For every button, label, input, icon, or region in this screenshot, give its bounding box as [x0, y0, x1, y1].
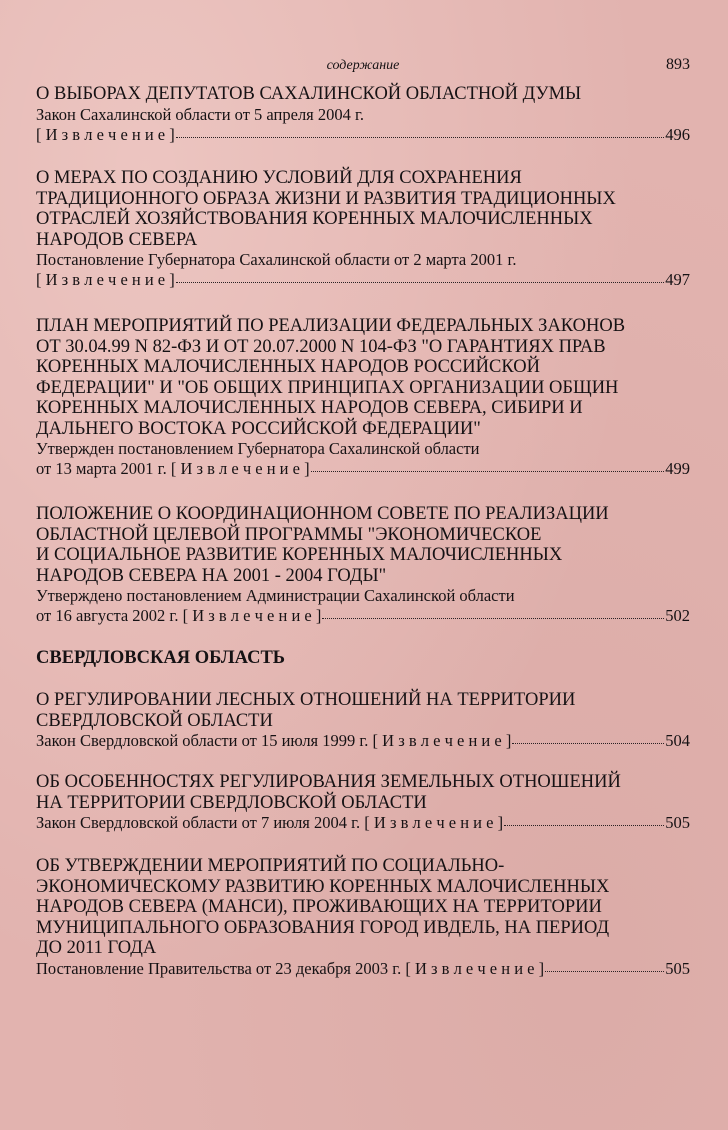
entry-title-line: О РЕГУЛИРОВАНИИ ЛЕСНЫХ ОТНОШЕНИЙ НА ТЕРРИТОРИИ	[36, 690, 576, 710]
entry-title-line: КОРЕННЫХ МАЛОЧИСЛЕННЫХ НАРОДОВ СЕВЕРА, СИБИРИ И	[36, 398, 583, 418]
entry-title-line: ОТ 30.04.99 N 82-ФЗ И ОТ 20.07.2000 N 104-ФЗ "О ГАРАНТИЯХ ПРАВ	[36, 336, 606, 357]
section-heading: СВЕРДЛОВСКАЯ ОБЛАСТЬ	[36, 648, 286, 668]
entry-page-number: 496	[665, 124, 690, 144]
entry-title-line: ПОЛОЖЕНИЕ О КООРДИНАЦИОННОМ СОВЕТЕ ПО РЕАЛИЗАЦИИ	[36, 504, 609, 524]
entry-page-number: 505	[665, 958, 690, 978]
entry-title-line: ДАЛЬНЕГО ВОСТОКА РОССИЙСКОЙ ФЕДЕРАЦИИ"	[36, 418, 481, 439]
entry-title-line: О МЕРАХ ПО СОЗДАНИЮ УСЛОВИЙ ДЛЯ СОХРАНЕНИЯ	[36, 168, 522, 188]
entry-title-line: НАРОДОВ СЕВЕРА (МАНСИ), ПРОЖИВАЮЩИХ НА ТЕРРИТОРИИ	[36, 897, 602, 917]
entry-leader-line	[36, 125, 690, 145]
entry-leader-line	[36, 606, 690, 626]
entry-title-line: О ВЫБОРАХ ДЕПУТАТОВ САХАЛИНСКОЙ ОБЛАСТНОЙ ДУМЫ	[36, 84, 582, 104]
entry-leader-line	[36, 459, 690, 479]
entry-title-line: ЭКОНОМИЧЕСКОМУ РАЗВИТИЮ КОРЕННЫХ МАЛОЧИСЛЕННЫХ	[36, 876, 610, 897]
entry-leader-text: [ И з в л е ч е н и е ]	[36, 270, 175, 289]
entry-leader-text: [ И з в л е ч е н и е ]	[36, 124, 175, 144]
entry-title-line: ОБЛАСТНОЙ ЦЕЛЕВОЙ ПРОГРАММЫ "ЭКОНОМИЧЕСКОЕ	[36, 524, 542, 545]
entry-title-line: ДО 2011 ГОДА	[36, 938, 157, 958]
entry-leader-text: от 16 августа 2002 г. [ И з в л е ч е н и е ]	[36, 606, 322, 625]
entry-page-number: 499	[665, 459, 690, 478]
entry-page-number: 497	[665, 270, 690, 289]
entry-title	[36, 856, 690, 959]
entry-leader-text: от 13 марта 2001 г. [ И з в л е ч е н и е ]	[36, 459, 310, 478]
entry-title-line: МУНИЦИПАЛЬНОГО ОБРАЗОВАНИЯ ГОРОД ИВДЕЛЬ, НА ПЕРИОД	[36, 917, 610, 938]
dot-leader	[545, 960, 664, 974]
page-number: 893	[666, 56, 690, 73]
toc-entry-3	[36, 316, 690, 479]
toc-entry-2	[36, 168, 690, 290]
dot-leader	[512, 732, 664, 746]
entry-title-line: СВЕРДЛОВСКОЙ ОБЛАСТИ	[36, 710, 273, 731]
running-title: содержание	[326, 58, 400, 73]
toc-entry-6	[36, 772, 690, 833]
entry-title	[36, 504, 690, 586]
entry-title	[36, 690, 690, 731]
entry-leader-text: Закон Свердловской области от 7 июля 2004 г. [ И з в л е ч е н и е ]	[36, 813, 504, 832]
toc-entry-5	[36, 690, 690, 751]
dot-leader	[504, 814, 664, 828]
entry-title-line: ОТРАСЛЕЙ ХОЗЯЙСТВОВАНИЯ КОРЕННЫХ МАЛОЧИСЛЕННЫХ	[36, 209, 593, 229]
entry-title-line: ТРАДИЦИОННОГО ОБРАЗА ЖИЗНИ И РАЗВИТИЯ ТРАДИЦИОННЫХ	[36, 188, 616, 209]
entry-title-line: НАРОДОВ СЕВЕРА НА 2001 - 2004 ГОДЫ"	[36, 565, 387, 586]
entry-title-line: ФЕДЕРАЦИИ" И "ОБ ОБЩИХ ПРИНЦИПАХ ОРГАНИЗАЦИИ ОБЩИН	[36, 377, 619, 398]
entry-page-number: 504	[665, 731, 690, 750]
entry-title-line: И СОЦИАЛЬНОЕ РАЗВИТИЕ КОРЕННЫХ МАЛОЧИСЛЕННЫХ	[36, 545, 563, 565]
entry-title-line: НА ТЕРРИТОРИИ СВЕРДЛОВСКОЙ ОБЛАСТИ	[36, 792, 427, 813]
entry-title-line: НАРОДОВ СЕВЕРА	[36, 229, 198, 250]
entry-title-line: ОБ ОСОБЕННОСТЯХ РЕГУЛИРОВАНИЯ ЗЕМЕЛЬНЫХ ОТНОШЕНИЙ	[36, 772, 621, 792]
entry-title	[36, 84, 690, 105]
entry-leader-line	[36, 813, 690, 833]
entry-title-line: ОБ УТВЕРЖДЕНИИ МЕРОПРИЯТИЙ ПО СОЦИАЛЬНО-	[36, 856, 505, 876]
toc-entry-7	[36, 856, 690, 979]
entry-title	[36, 316, 690, 439]
dot-leader	[176, 271, 664, 285]
running-head	[36, 56, 690, 78]
toc-entry-4	[36, 504, 690, 626]
entry-leader-line	[36, 270, 690, 290]
entry-description: Закон Сахалинской области от 5 апреля 2004 г.	[36, 104, 365, 124]
entry-description: Утверждено постановлением Администрации Сахалинской области	[36, 586, 515, 605]
entry-page-number: 502	[665, 606, 690, 625]
dot-leader	[322, 607, 664, 621]
entry-title	[36, 168, 690, 250]
toc-entry-1	[36, 84, 690, 145]
entry-leader-line	[36, 731, 690, 751]
entry-leader-text: Постановление Правительства от 23 декабря 2003 г. [ И з в л е ч е н и е ]	[36, 958, 545, 978]
entry-title	[36, 772, 690, 813]
entry-title-line: ПЛАН МЕРОПРИЯТИЙ ПО РЕАЛИЗАЦИИ ФЕДЕРАЛЬНЫХ ЗАКОНОВ	[36, 316, 626, 336]
entry-description: Постановление Губернатора Сахалинской области от 2 марта 2001 г.	[36, 250, 517, 269]
entry-leader-line	[36, 959, 690, 979]
entry-title-line: КОРЕННЫХ МАЛОЧИСЛЕННЫХ НАРОДОВ РОССИЙСКОЙ	[36, 357, 540, 377]
entry-leader-text: Закон Свердловской области от 15 июля 1999 г. [ И з в л е ч е н и е ]	[36, 731, 512, 750]
dot-leader	[311, 460, 665, 474]
dot-leader	[176, 126, 664, 140]
entry-description: Утвержден постановлением Губернатора Сахалинской области	[36, 439, 480, 458]
entry-page-number: 505	[665, 813, 690, 832]
